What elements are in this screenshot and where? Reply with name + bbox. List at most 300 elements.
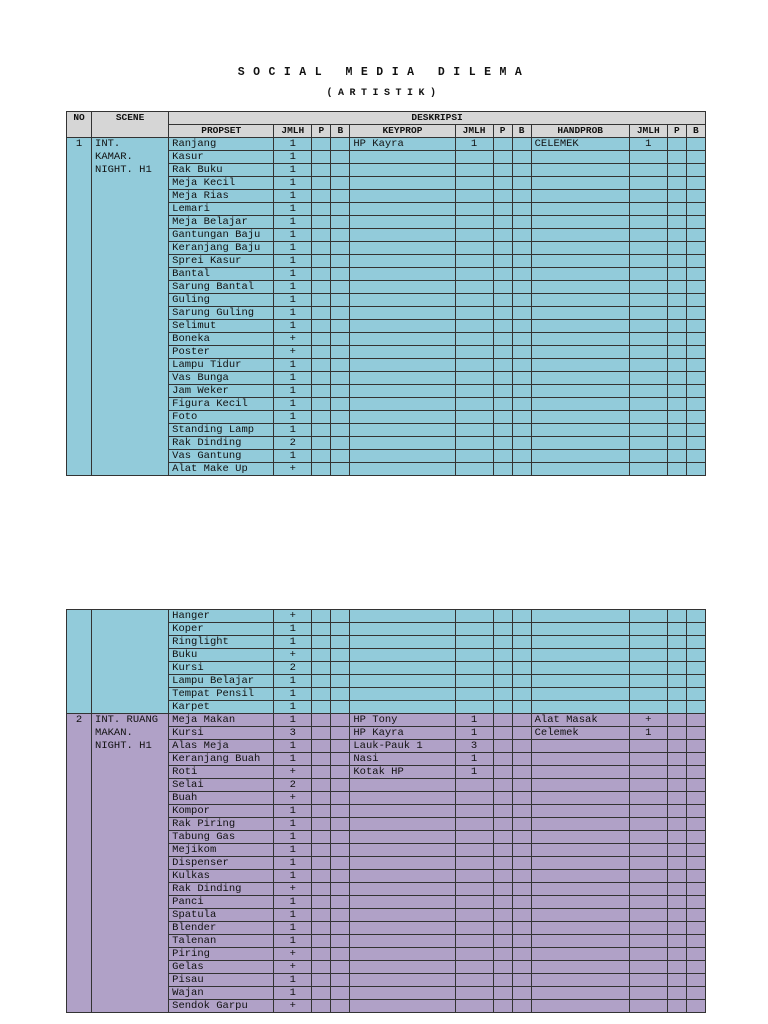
keyprop-qty — [455, 857, 493, 870]
p-cell — [312, 385, 331, 398]
b-cell — [512, 385, 531, 398]
keyprop-item — [350, 701, 455, 714]
keyprop-item — [350, 190, 455, 203]
keyprop-qty — [455, 974, 493, 987]
p-cell — [312, 935, 331, 948]
p-cell — [667, 229, 686, 242]
b-cell — [512, 333, 531, 346]
keyprop-qty — [455, 268, 493, 281]
handprob-qty — [629, 151, 667, 164]
handprob-qty — [629, 372, 667, 385]
handprob-qty — [629, 307, 667, 320]
p-cell — [312, 844, 331, 857]
keyprop-qty — [455, 922, 493, 935]
b-cell — [331, 844, 350, 857]
propset-item: Meja Kecil — [169, 177, 274, 190]
keyprop-item — [350, 688, 455, 701]
p-cell — [312, 203, 331, 216]
p-cell — [312, 216, 331, 229]
p-cell — [312, 610, 331, 623]
handprob-item — [531, 974, 629, 987]
keyprop-qty — [455, 320, 493, 333]
p-cell — [493, 268, 512, 281]
keyprop-item — [350, 779, 455, 792]
keyprop-item — [350, 961, 455, 974]
header-deskripsi: DESKRIPSI — [169, 112, 706, 125]
keyprop-qty — [455, 398, 493, 411]
b-cell — [686, 138, 705, 151]
b-cell — [512, 437, 531, 450]
propset-item: Sendok Garpu — [169, 1000, 274, 1013]
handprob-item — [531, 857, 629, 870]
handprob-qty — [629, 805, 667, 818]
p-cell — [667, 437, 686, 450]
scene-number — [67, 610, 92, 714]
keyprop-qty — [455, 935, 493, 948]
propset-qty: + — [274, 346, 312, 359]
b-cell — [512, 203, 531, 216]
b-cell — [686, 948, 705, 961]
p-cell — [312, 424, 331, 437]
propset-qty: 1 — [274, 164, 312, 177]
b-cell — [331, 727, 350, 740]
handprob-qty — [629, 294, 667, 307]
handprob-qty: 1 — [629, 138, 667, 151]
handprob-item — [531, 636, 629, 649]
handprob-qty — [629, 255, 667, 268]
keyprop-qty — [455, 424, 493, 437]
p-cell — [312, 229, 331, 242]
propset-qty: 1 — [274, 138, 312, 151]
b-cell — [686, 268, 705, 281]
document-title: SOCIAL MEDIA DILEMA — [237, 66, 531, 79]
keyprop-qty — [455, 948, 493, 961]
keyprop-item — [350, 1000, 455, 1013]
b-cell — [331, 922, 350, 935]
p-cell — [493, 385, 512, 398]
propset-item: Keranjang Baju — [169, 242, 274, 255]
b-cell — [331, 688, 350, 701]
p-cell — [493, 411, 512, 424]
p-cell — [667, 766, 686, 779]
p-cell — [667, 883, 686, 896]
handprob-qty — [629, 385, 667, 398]
p-cell — [493, 688, 512, 701]
keyprop-qty — [455, 450, 493, 463]
propset-item: Foto — [169, 411, 274, 424]
p-cell — [493, 398, 512, 411]
keyprop-item — [350, 805, 455, 818]
propset-qty: 1 — [274, 411, 312, 424]
b-cell — [331, 177, 350, 190]
handprob-qty — [629, 268, 667, 281]
b-cell — [686, 255, 705, 268]
b-cell — [512, 281, 531, 294]
keyprop-qty: 1 — [455, 138, 493, 151]
p-cell — [667, 896, 686, 909]
propset-item: Ringlight — [169, 636, 274, 649]
propset-item: Mejikom — [169, 844, 274, 857]
props-table-part-1 — [66, 111, 706, 476]
p-cell — [493, 649, 512, 662]
handprob-item — [531, 398, 629, 411]
keyprop-qty — [455, 281, 493, 294]
b-cell — [512, 320, 531, 333]
p-cell — [667, 610, 686, 623]
b-cell — [331, 740, 350, 753]
propset-item: Bantal — [169, 268, 274, 281]
keyprop-item — [350, 883, 455, 896]
propset-qty: 1 — [274, 818, 312, 831]
p-cell — [667, 805, 686, 818]
keyprop-qty — [455, 437, 493, 450]
propset-qty: 1 — [274, 151, 312, 164]
b-cell — [512, 411, 531, 424]
p-cell — [493, 935, 512, 948]
handprob-qty — [629, 610, 667, 623]
propset-qty: 1 — [274, 870, 312, 883]
handprob-item — [531, 424, 629, 437]
keyprop-item — [350, 662, 455, 675]
p-cell — [493, 779, 512, 792]
b-cell — [331, 610, 350, 623]
propset-qty: 1 — [274, 385, 312, 398]
keyprop-item — [350, 320, 455, 333]
handprob-qty — [629, 229, 667, 242]
keyprop-qty — [455, 909, 493, 922]
b-cell — [331, 320, 350, 333]
b-cell — [512, 268, 531, 281]
handprob-qty — [629, 974, 667, 987]
propset-qty: 1 — [274, 372, 312, 385]
handprob-qty — [629, 922, 667, 935]
b-cell — [512, 177, 531, 190]
handprob-qty — [629, 359, 667, 372]
b-cell — [512, 138, 531, 151]
p-cell — [667, 701, 686, 714]
propset-item: Standing Lamp — [169, 424, 274, 437]
propset-item: Alat Make Up — [169, 463, 274, 476]
handprob-item — [531, 883, 629, 896]
handprob-item — [531, 372, 629, 385]
propset-item: Selimut — [169, 320, 274, 333]
propset-qty: 1 — [274, 857, 312, 870]
p-cell — [312, 623, 331, 636]
p-cell — [493, 974, 512, 987]
b-cell — [331, 255, 350, 268]
propset-qty: 1 — [274, 424, 312, 437]
handprob-item — [531, 385, 629, 398]
keyprop-qty: 1 — [455, 714, 493, 727]
b-cell — [331, 818, 350, 831]
p-cell — [312, 359, 331, 372]
b-cell — [512, 974, 531, 987]
b-cell — [686, 151, 705, 164]
keyprop-qty — [455, 359, 493, 372]
p-cell — [493, 883, 512, 896]
b-cell — [686, 623, 705, 636]
b-cell — [331, 307, 350, 320]
b-cell — [331, 346, 350, 359]
keyprop-qty — [455, 151, 493, 164]
handprob-item — [531, 649, 629, 662]
handprob-qty — [629, 190, 667, 203]
handprob-item — [531, 346, 629, 359]
propset-qty: 1 — [274, 831, 312, 844]
keyprop-item — [350, 242, 455, 255]
b-cell — [512, 935, 531, 948]
propset-qty: + — [274, 948, 312, 961]
b-cell — [331, 151, 350, 164]
b-cell — [331, 909, 350, 922]
header-no: NO — [67, 112, 92, 138]
propset-qty: 2 — [274, 779, 312, 792]
b-cell — [686, 1000, 705, 1013]
propset-item: Meja Makan — [169, 714, 274, 727]
propset-qty: + — [274, 1000, 312, 1013]
propset-qty: 1 — [274, 216, 312, 229]
b-cell — [512, 961, 531, 974]
p-cell — [493, 463, 512, 476]
b-cell — [686, 636, 705, 649]
b-cell — [512, 255, 531, 268]
handprob-qty — [629, 987, 667, 1000]
keyprop-item — [350, 411, 455, 424]
propset-qty: 1 — [274, 190, 312, 203]
propset-item: Boneka — [169, 333, 274, 346]
keyprop-qty — [455, 190, 493, 203]
b-cell — [686, 307, 705, 320]
b-cell — [331, 398, 350, 411]
handprob-qty — [629, 164, 667, 177]
p-cell — [493, 857, 512, 870]
b-cell — [512, 948, 531, 961]
b-cell — [331, 701, 350, 714]
handprob-qty — [629, 216, 667, 229]
propset-qty: 1 — [274, 922, 312, 935]
propset-item: Blender — [169, 922, 274, 935]
p-cell — [667, 961, 686, 974]
keyprop-item: Nasi — [350, 753, 455, 766]
handprob-qty — [629, 649, 667, 662]
keyprop-qty: 1 — [455, 753, 493, 766]
b-cell — [331, 857, 350, 870]
handprob-item — [531, 320, 629, 333]
b-cell — [331, 662, 350, 675]
propset-qty: + — [274, 649, 312, 662]
p-cell — [667, 424, 686, 437]
p-cell — [493, 333, 512, 346]
propset-item: Rak Buku — [169, 164, 274, 177]
table-row — [67, 610, 706, 623]
b-cell — [331, 883, 350, 896]
keyprop-item — [350, 896, 455, 909]
propset-qty: 1 — [274, 268, 312, 281]
propset-item: Spatula — [169, 909, 274, 922]
b-cell — [686, 320, 705, 333]
p-cell — [493, 450, 512, 463]
handprob-item — [531, 870, 629, 883]
p-cell — [493, 610, 512, 623]
keyprop-qty — [455, 779, 493, 792]
handprob-item — [531, 151, 629, 164]
props-table-part-2 — [66, 609, 706, 1013]
handprob-qty — [629, 935, 667, 948]
propset-qty: 1 — [274, 974, 312, 987]
propset-qty: 1 — [274, 935, 312, 948]
p-cell — [312, 333, 331, 346]
b-cell — [331, 294, 350, 307]
header-handprob: HANDPROB — [531, 125, 629, 138]
b-cell — [686, 216, 705, 229]
propset-qty: 1 — [274, 242, 312, 255]
b-cell — [686, 359, 705, 372]
b-cell — [512, 740, 531, 753]
b-cell — [331, 831, 350, 844]
propset-item: Buah — [169, 792, 274, 805]
keyprop-item — [350, 307, 455, 320]
p-cell — [312, 766, 331, 779]
p-cell — [493, 740, 512, 753]
keyprop-qty — [455, 675, 493, 688]
p-cell — [493, 987, 512, 1000]
propset-item: Kasur — [169, 151, 274, 164]
p-cell — [667, 974, 686, 987]
propset-item: Ranjang — [169, 138, 274, 151]
keyprop-qty — [455, 987, 493, 1000]
propset-qty: 1 — [274, 255, 312, 268]
propset-item: Karpet — [169, 701, 274, 714]
keyprop-item — [350, 870, 455, 883]
handprob-qty — [629, 333, 667, 346]
handprob-qty — [629, 450, 667, 463]
keyprop-qty — [455, 203, 493, 216]
handprob-item — [531, 242, 629, 255]
p-cell — [312, 411, 331, 424]
keyprop-item — [350, 636, 455, 649]
keyprop-qty — [455, 844, 493, 857]
p-cell — [667, 385, 686, 398]
keyprop-qty — [455, 896, 493, 909]
header-jmlh: JMLH — [455, 125, 493, 138]
propset-qty: + — [274, 766, 312, 779]
p-cell — [312, 346, 331, 359]
handprob-qty — [629, 662, 667, 675]
p-cell — [493, 922, 512, 935]
keyprop-item — [350, 216, 455, 229]
b-cell — [686, 463, 705, 476]
p-cell — [493, 294, 512, 307]
keyprop-item: HP Tony — [350, 714, 455, 727]
handprob-qty — [629, 281, 667, 294]
handprob-qty — [629, 424, 667, 437]
b-cell — [512, 649, 531, 662]
b-cell — [686, 961, 705, 974]
p-cell — [667, 688, 686, 701]
b-cell — [512, 714, 531, 727]
b-cell — [512, 779, 531, 792]
b-cell — [331, 281, 350, 294]
p-cell — [667, 411, 686, 424]
b-cell — [331, 333, 350, 346]
p-cell — [493, 961, 512, 974]
keyprop-qty — [455, 610, 493, 623]
b-cell — [686, 649, 705, 662]
p-cell — [667, 714, 686, 727]
propset-item: Lemari — [169, 203, 274, 216]
propset-item: Hanger — [169, 610, 274, 623]
p-cell — [312, 649, 331, 662]
p-cell — [667, 216, 686, 229]
p-cell — [667, 190, 686, 203]
p-cell — [312, 190, 331, 203]
handprob-item — [531, 229, 629, 242]
header-keyprop: KEYPROP — [350, 125, 455, 138]
b-cell — [331, 229, 350, 242]
header-p: P — [667, 125, 686, 138]
propset-item: Guling — [169, 294, 274, 307]
p-cell — [312, 294, 331, 307]
p-cell — [493, 281, 512, 294]
b-cell — [512, 753, 531, 766]
b-cell — [331, 359, 350, 372]
b-cell — [331, 623, 350, 636]
b-cell — [512, 359, 531, 372]
handprob-qty — [629, 779, 667, 792]
keyprop-item — [350, 922, 455, 935]
p-cell — [667, 164, 686, 177]
propset-qty: 1 — [274, 740, 312, 753]
p-cell — [493, 177, 512, 190]
p-cell — [667, 675, 686, 688]
b-cell — [512, 727, 531, 740]
handprob-item — [531, 675, 629, 688]
b-cell — [512, 662, 531, 675]
p-cell — [312, 818, 331, 831]
b-cell — [512, 805, 531, 818]
keyprop-qty — [455, 818, 493, 831]
p-cell — [667, 948, 686, 961]
b-cell — [331, 1000, 350, 1013]
p-cell — [667, 922, 686, 935]
propset-item: Koper — [169, 623, 274, 636]
b-cell — [512, 450, 531, 463]
scene-number: 1 — [67, 138, 92, 476]
p-cell — [667, 844, 686, 857]
keyprop-qty — [455, 662, 493, 675]
b-cell — [512, 190, 531, 203]
p-cell — [312, 974, 331, 987]
keyprop-item — [350, 437, 455, 450]
keyprop-qty — [455, 229, 493, 242]
handprob-qty — [629, 792, 667, 805]
p-cell — [312, 463, 331, 476]
b-cell — [331, 792, 350, 805]
p-cell — [312, 437, 331, 450]
b-cell — [512, 346, 531, 359]
handprob-qty — [629, 740, 667, 753]
handprob-qty — [629, 688, 667, 701]
propset-qty: 1 — [274, 398, 312, 411]
handprob-qty — [629, 463, 667, 476]
b-cell — [512, 398, 531, 411]
p-cell — [667, 177, 686, 190]
handprob-qty — [629, 177, 667, 190]
p-cell — [667, 649, 686, 662]
b-cell — [686, 437, 705, 450]
keyprop-qty — [455, 649, 493, 662]
propset-qty: 1 — [274, 844, 312, 857]
